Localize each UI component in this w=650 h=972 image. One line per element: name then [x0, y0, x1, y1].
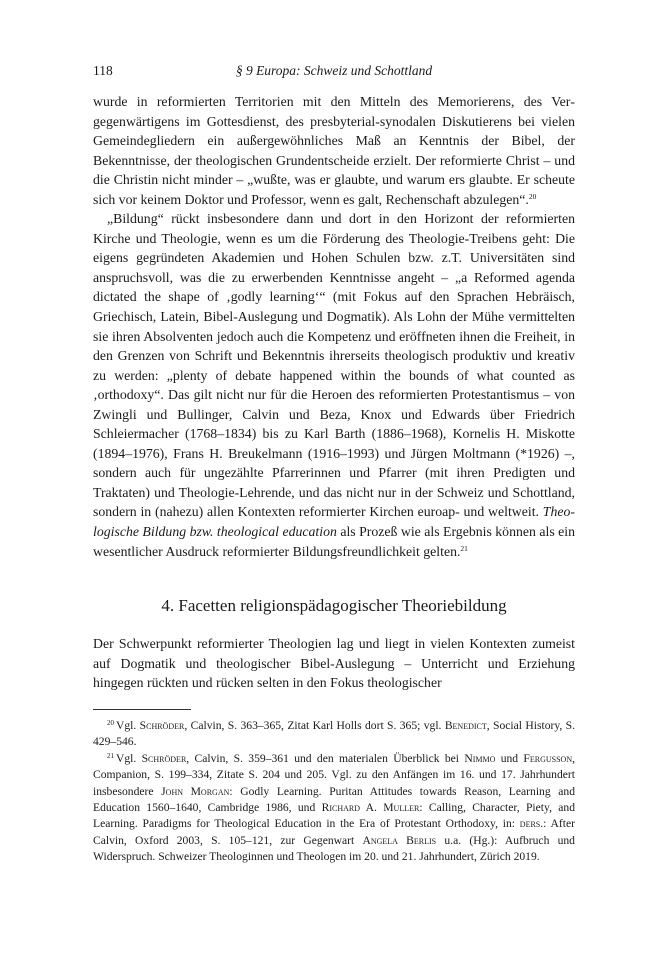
paragraph-text: „Bildung“ rückt insbesondere dann und dort in den Horizont der reformierten Kirche und Theologie, wenn es um die Förderung des Theologie-Treibens geht: Die eigens gegründeten Akademien und Hohen Schulen bzw. z.T. Universitäten sind anspruchsvoll, was die zu erwerbenden Kenntnisse angeht – „a Reformed agenda dictated the shape of ‚godly learning‘“ (mit Fokus auf den Sprachen Hebräisch, Griechisch, Latein, Bibel-Auslegung und Dogmatik). Als Lohn der Mühe vermittelten sie ihren Absolventen jedoch auch die Kompetenz und eröffneten ihnen die Freiheit, in den Grenzen von Schrift und Bekenntnis ihrerseits theologisch produktiv und kreativ zu werden: „plenty of debate happened within the bounds of what counted as ‚orthodoxy“. Das gilt nicht nur für die Heroen des reformierten Protestantismus – von Zwingli und Bullinger, Calvin und Beza, Knox und Edwards über Friedrich Schleiermacher (1768–1834) bis zu Karl Barth (1886–1968), Kornelis H. Miskotte (1894–1976), Frans H. Breukelmann (1916–1993) und Jürgen Moltmann (*1926) –, sondern auch für ungezählte Pfarrerinnen und Pfarrer (mit ihren Predigten und Traktaten) und Theologie-Lehrende, und das nicht nur in der Schweiz und Schottland, sondern in (nahezu) allen Kontexten reformierter Kirchen euroap- und weltweit. [93, 211, 575, 520]
footnote-20 [93, 718, 575, 751]
footnote-ref-21: 21 [460, 543, 468, 553]
author-name: Richard A. Muller [321, 801, 420, 815]
footnote-text: : Calling, Character, Piety, and Learning. Paradigms for Theological Education in the Era of Protestant Orthodoxy, in: [93, 801, 576, 831]
author-name: John Morgan [161, 784, 230, 798]
paragraph-text: wurde in reformierten Territorien mit den Mitteln des Memorierens, des Vergegenwärtigens im Gottesdienst, des presbyterial-synodalen Diskutierens bei vielen Gemeindegliedern ein außergewöhnliches Maß an Kenntnis der Bibel, der Bekenntnisse, der theologischen Grundentscheide erzielt. Der reformierte Christ – und die Christin nicht minder – „wußte, was er glaubte, und warum ers glaubte. Er scheute sich vor keinem Doktor und Professor, wenn es galt, Rechenschaft abzulegen“. [93, 94, 575, 207]
footnote-text: , Companion, S. 199–334, Zitate S. 204 und 205. Vgl. zu den Anfängen im 16. und 17. Jahrhundert insbesondere [93, 751, 576, 798]
footnote-21 [93, 751, 575, 866]
footnote-text: , Social History, S. 429–546. [93, 719, 575, 749]
footnote-number: 20 [107, 719, 114, 727]
page-header [93, 63, 575, 81]
paragraph [93, 92, 575, 209]
footnote-text: , Calvin, S. 363–365, Zitat Karl Holls dort S. 365; vgl. [184, 719, 445, 732]
italic-phrase: Theologische Bildung bzw. theological education [93, 504, 575, 540]
author-name: ders. [519, 817, 544, 831]
author-name: Schröder [141, 751, 187, 765]
footnote-divider [93, 709, 191, 710]
author-name: Schröder [139, 719, 185, 732]
section-heading: 4. Facetten religionspädagogischer Theoriebildung [161, 596, 507, 615]
footnote-text: , Calvin, S. 359–361 und den materialen Überblick bei [186, 751, 465, 765]
footnote-text: u.a. (Hg.): Aufbruch und Widerspruch. Schweizer Theologinnen und Theologen im 20. und 21. Jahrhundert, Zürich 2019. [93, 833, 575, 864]
footnote-text: und [495, 751, 524, 765]
paragraph-text: als Prozeß wie als Ergebnis können als ein wesentlicher Ausdruck reformierter Bildungsfreundlichkeit gelten. [93, 524, 575, 559]
paragraph: Der Schwerpunkt reformierter Theologien lag und liegt in vielen Kontexten zumeist auf Dogmatik und theologischer Bibel-Auslegung – Unterricht und Erziehung hingegen rückten und rücken selten in den Fokus theologischer [93, 636, 575, 690]
running-head: § 9 Europa: Schweiz und Schottland [235, 63, 433, 78]
footnote-number: 21 [107, 751, 114, 760]
main-text [93, 92, 575, 561]
section-text [93, 634, 575, 693]
footnote-text: : After Calvin, Oxford 2003, S. 105–121, zur Gegenwart [93, 817, 575, 847]
footnote-text: Vgl. [116, 719, 140, 732]
footnote-text: Vgl. [116, 751, 142, 765]
paragraph [93, 209, 575, 561]
author-name: Benedict [444, 719, 487, 732]
footnotes [93, 718, 575, 866]
page-number: 118 [93, 63, 113, 78]
author-name: Nimmo [464, 751, 496, 765]
footnote-text: : Godly Learning. Puritan Attitudes towards Reason, Learning and Education 1560–1640, Cambridge 1986, und [93, 784, 575, 815]
author-name: Fergusson [523, 751, 573, 765]
footnote-ref-20: 20 [528, 191, 537, 201]
author-name: Angela Berlis [362, 833, 437, 847]
